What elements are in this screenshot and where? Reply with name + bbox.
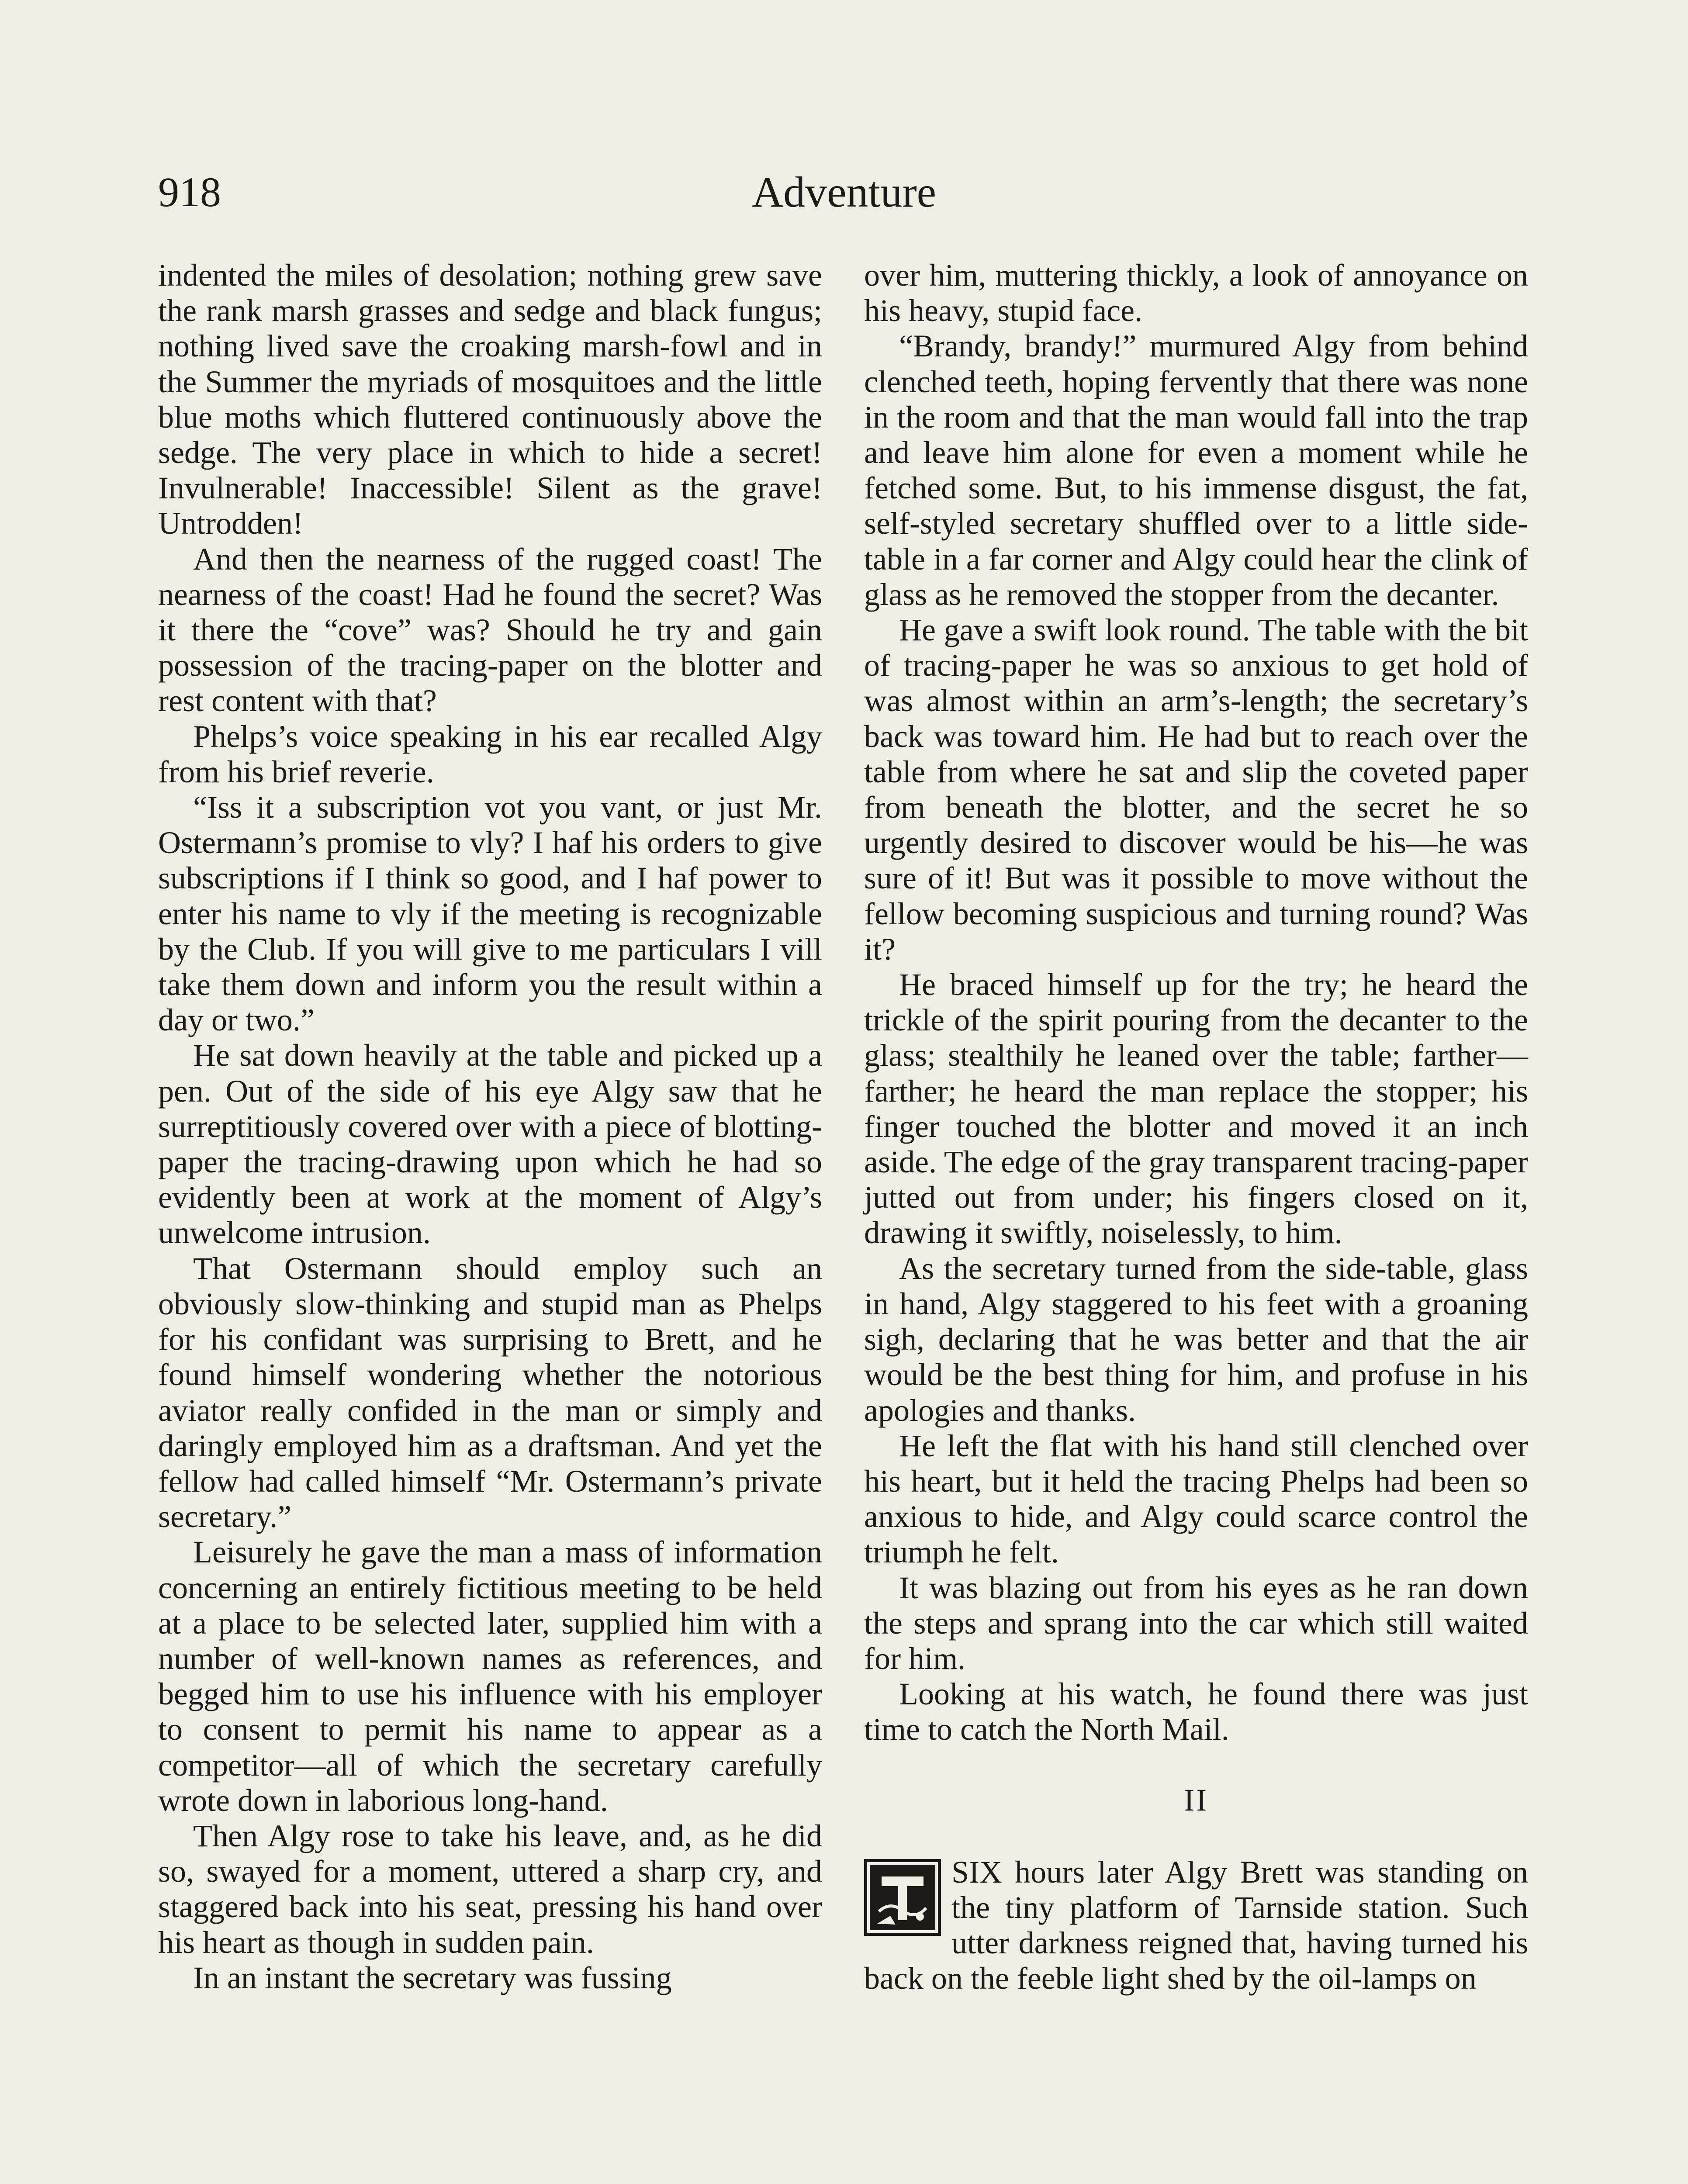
section-heading: II xyxy=(1184,1782,1208,1818)
paragraph: Phelps’s voice speaking in his ear recalled Algy from his brief reverie. xyxy=(158,719,822,789)
paragraph: He gave a swift look round. The table with the bit of tracing-paper he was so anxious to get hold of was almost within an arm’s-length; the secretary’s back was toward him. He had but to reach over the table from where he sat and slip the coveted paper from beneath the blotter, and the secret he so urgently desired to discover would be his—he was sure of it! But was it possible to move without the fellow becoming suspicious and turning round? Was it? xyxy=(864,612,1528,967)
paragraph: He sat down heavily at the table and picked up a pen. Out of the side of his eye Algy saw that he surreptitiously covered over with a piece of blotting-paper the tracing-drawing upon which he had so evidently been at work at the moment of Algy’s unwelcome intrusion. xyxy=(158,1038,822,1251)
paragraph: indented the miles of desolation; nothing grew save the rank marsh grasses and sedge and black fungus; nothing lived save the croaking marsh-fowl and in the Summer the myriads of mosquitoes and the little blue moths which fluttered continuously above the sedge. The very place in which to hide a secret! Invulnerable! Inaccessible! Silent as the grave! Untrodden! xyxy=(158,258,822,541)
paragraph: As the secretary turned from the side-table, glass in hand, Algy staggered to his feet with a groaning sigh, declaring that he was better and that the air would be the best thing for him, and profuse in his apologies and thanks. xyxy=(864,1251,1528,1428)
decorative-drop-cap-icon xyxy=(864,1859,941,1936)
section-opening-text: SIX hours later Algy Brett was standing on the tiny platform of Tarnside station. Such utter darkness reigned that, having turned his back on the feeble light shed by the oil-lamps on xyxy=(864,1854,1528,1996)
magazine-title: Adventure xyxy=(751,168,937,216)
section-opening-paragraph xyxy=(864,1855,1528,1997)
paragraph: That Ostermann should employ such an obviously slow-thinking and stupid man as Phelps for his confidant was surprising to Brett, and he found himself wondering whether the notorious aviator really confided in the man or simply and daringly employed him as a draftsman. And yet the fellow had called himself “Mr. Ostermann’s private secretary.” xyxy=(158,1251,822,1534)
paragraph: He braced himself up for the try; he heard the trickle of the spirit pouring from the decanter to the glass; stealthily he leaned over the table; farther—farther; he heard the man replace the stopper; his finger touched the blotter and moved it an inch aside. The edge of the gray transparent tracing-paper jutted out from under; his fingers closed on it, drawing it swiftly, noiselessly, to him. xyxy=(864,967,1528,1251)
right-column xyxy=(864,258,1528,1996)
paragraph: In an instant the secretary was fussing xyxy=(193,1960,672,1995)
paragraph: It was blazing out from his eyes as he ran down the steps and sprang into the car which still waited for him. xyxy=(864,1570,1528,1676)
paragraph: Leisurely he gave the man a mass of information concerning an entirely fictitious meeting to be held at a place to be selected later, supplied him with a number of well-known names as references, and begged him to use his influence with his employer to consent to permit his name to appear as a competitor—all of which the secretary carefully wrote down in laborious long-hand. xyxy=(158,1534,822,1818)
paragraph: He left the flat with his hand still clenched over his heart, but it held the tracing Phelps had been so anxious to hide, and Algy could scarce control the triumph he felt. xyxy=(864,1428,1528,1570)
paragraph: Looking at his watch, he found there was just time to catch the North Mail. xyxy=(864,1676,1528,1747)
paragraph: Then Algy rose to take his leave, and, as he did so, swayed for a moment, uttered a sharp cry, and staggered back into his seat, pressing his hand over his heart as though in sudden pain. xyxy=(158,1818,822,1960)
page-header xyxy=(158,166,1530,236)
paragraph: “Brandy, brandy!” murmured Algy from behind clenched teeth, hoping fervently that there was none in the room and that the man would fall into the trap and leave him alone for even a moment while he fetched some. But, to his immense disgust, the fat, self-styled secretary shuffled over to a little side-table in a far corner and Algy could hear the clink of glass as he removed the stopper from the decanter. xyxy=(864,328,1528,612)
paragraph: And then the nearness of the rugged coast! The nearness of the coast! Had he found the secret? Was it there the “cove” was? Should he try and gain possession of the tracing-paper on the blotter and rest content with that? xyxy=(158,541,822,719)
paragraph: “Iss it a subscription vot you vant, or just Mr. Ostermann’s promise to vly? I haf his orders to give subscriptions if I think so good, and I haf power to enter his name to vly if the meeting is recognizable by the Club. If you will give to me particulars I vill take them down and inform you the result within a day or two.” xyxy=(158,790,822,1038)
page-number: 918 xyxy=(158,169,221,215)
left-column xyxy=(158,258,822,1996)
paragraph: over him, muttering thickly, a look of annoyance on his heavy, stupid face. xyxy=(864,258,1528,328)
